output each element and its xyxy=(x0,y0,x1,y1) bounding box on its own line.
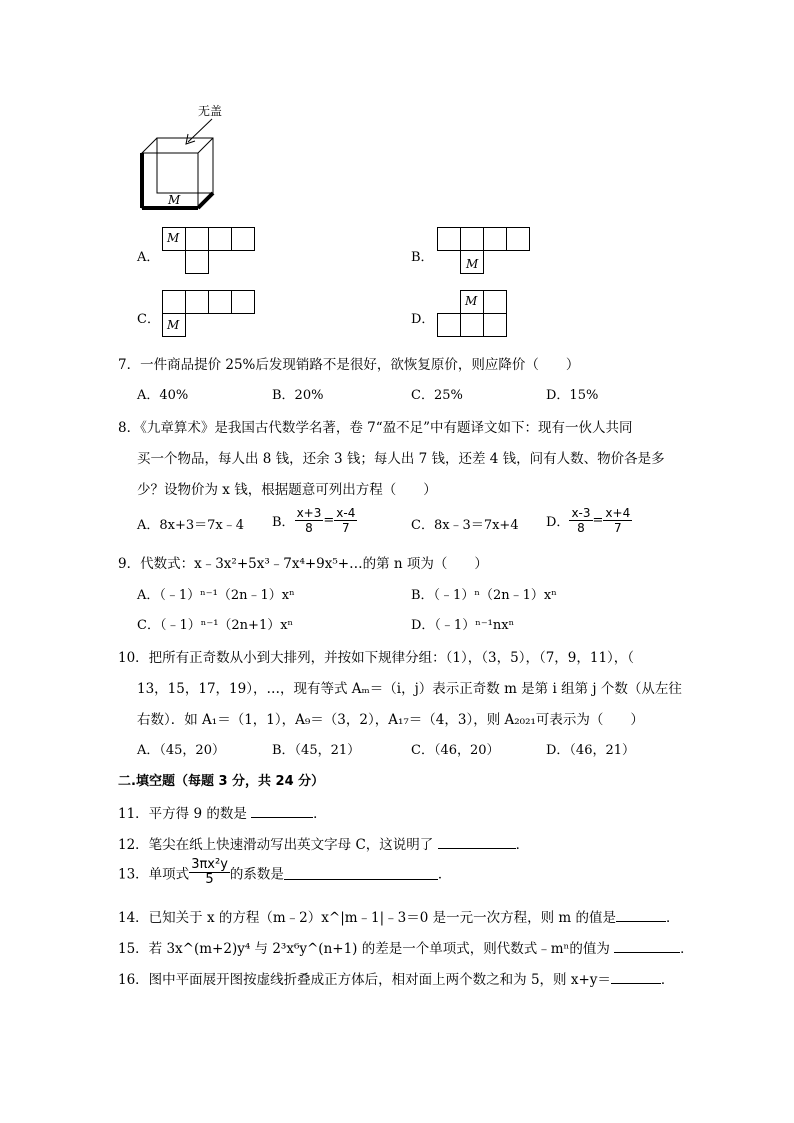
q7-stem: 7．一件商品提价 25%后发现销路不是很好，欲恢复原价，则应降价（ ） xyxy=(118,357,580,373)
q8-line1: 8．《九章算术》是我国古代数学名著，卷 7“盈不足”中有题译文如下：现有一伙人共同 xyxy=(118,420,633,436)
q8-b-den2: 7 xyxy=(341,521,350,535)
q8-option-c: C．8x﹣3＝7x+4 xyxy=(411,518,519,533)
q7-option-c: C．25% xyxy=(411,388,463,403)
q10-option-b: B．（45，21） xyxy=(272,743,361,758)
q8-option-d-label: D． xyxy=(546,515,570,530)
q6-net-c-m: M xyxy=(167,318,180,332)
q15-period: ． xyxy=(680,941,694,957)
q8-b-num1: x+3 xyxy=(296,506,322,520)
cube-label: 无盖 xyxy=(198,104,223,118)
q11-period: ． xyxy=(313,806,327,822)
q13-answer-blank[interactable] xyxy=(284,866,438,880)
q6-net-b-m: M xyxy=(466,257,479,271)
q7-option-d: D．15% xyxy=(546,388,599,403)
q6-option-b-label: B． xyxy=(411,250,434,265)
q10-option-d: D．（46，21） xyxy=(546,743,636,758)
q8-option-b: B． $\frac{x+3}{8}$ = $\frac{x-4}{7}$ xyxy=(272,506,356,535)
q9-option-c: C．（﹣1）ⁿ⁻¹（2n+1）xⁿ xyxy=(137,618,294,633)
q8-line3: 少？设物价为 x 钱，根据题意可列出方程（ ） xyxy=(137,482,437,498)
q6-option-c-label: C． xyxy=(137,312,160,327)
q14-period: ． xyxy=(666,910,680,926)
q9-option-a: A．（﹣1）ⁿ⁻¹（2n﹣1）xⁿ xyxy=(137,588,295,603)
q8-d-den1: 8 xyxy=(577,521,585,535)
q10-line2: 13，15，17，19），…，现有等式 Aₘ＝（i，j）表示正奇数 m 是第 i 组第 j 个数（从左往 xyxy=(137,681,682,697)
q6-net-c xyxy=(162,290,256,340)
section-fill-in-heading: 二.填空题（每题 3 分，共 24 分） xyxy=(118,774,325,789)
q10-line3: 右数）．如 A₁＝（1，1），A₉＝（3，2），A₁₇＝（4，3），则 A₂₀₂₁可表示为（ ） xyxy=(137,712,644,728)
q13-text: 13．单项式 xyxy=(118,866,190,883)
q10-option-c: C．（46，20） xyxy=(411,743,500,758)
q6-option-d-label: D． xyxy=(411,312,435,327)
q16-text: 16．图中平面展开图按虚线折叠成正方体后，相对面上两个数之和为 5，则 x+y＝ xyxy=(118,972,611,988)
q16 xyxy=(118,968,674,988)
q12-answer-blank[interactable] xyxy=(438,835,516,849)
q8-d-num2: x+4 xyxy=(605,506,631,520)
q8-option-d: D． $\frac{x-3}{8}$ = $\frac{x+4}{7}$ xyxy=(546,506,631,535)
q13-num: 3πx²y xyxy=(191,857,228,872)
q14-text: 14．已知关于 x 的方程（m﹣2）x^|m﹣1|﹣3＝0 是一元一次方程，则 m 的值是 xyxy=(118,910,617,926)
q13-den: 5 xyxy=(205,872,214,887)
q15-text: 15．若 3x^(m+2)y⁴ 与 2³x⁶y^(n+1) 的差是一个单项式，则代数式﹣mⁿ的值为 xyxy=(118,941,610,957)
q8-line2: 买一个物品，每人出 8 钱，还余 3 钱；每人出 7 钱，还差 4 钱，问有人数、物价各是多 xyxy=(137,451,665,467)
q9-stem: 9．代数式：x﹣3x²+5x³﹣7x⁴+9x⁵+…的第 n 项为（ ） xyxy=(118,556,488,572)
q8-d-frac2 xyxy=(603,506,632,535)
q6-net-b xyxy=(437,227,531,277)
q14-answer-blank[interactable] xyxy=(616,908,666,922)
q6-net-a-m: M xyxy=(167,231,180,245)
open-cube-drawing xyxy=(130,100,250,215)
q6-option-a-label: A． xyxy=(137,250,160,265)
q12-period: ． xyxy=(515,837,530,853)
q13-period: ． xyxy=(437,866,452,883)
q15-answer-blank[interactable] xyxy=(614,939,680,953)
q10-line1: 10．把所有正奇数从小到大排列，并按如下规律分组：（1），（3，5），（7，9，11），（ xyxy=(118,650,635,666)
q11-answer-blank[interactable] xyxy=(251,804,313,818)
q12 xyxy=(118,833,529,853)
q9-option-d: D．（﹣1）ⁿ⁻¹nxⁿ xyxy=(411,618,515,633)
q9-option-b: B．（﹣1）ⁿ（2n﹣1）xⁿ xyxy=(411,588,557,603)
q15 xyxy=(118,937,694,957)
q11 xyxy=(118,802,327,822)
q13 xyxy=(118,858,451,887)
q16-period: ． xyxy=(660,972,675,988)
q8-option-b-label: B． xyxy=(272,515,295,530)
q13-mid: 的系数是 xyxy=(229,866,284,883)
q8-d-frac1 xyxy=(569,506,592,535)
cube-figure xyxy=(130,100,250,215)
q8-b-frac1 xyxy=(295,506,324,535)
q8-d-num1: x-3 xyxy=(571,506,591,520)
q7-option-a: A．40% xyxy=(137,388,189,403)
q8-d-den2: 7 xyxy=(614,521,622,535)
q12-text: 12．笔尖在纸上快速滑动写出英文字母 C，这说明了 xyxy=(118,837,434,853)
q13-monomial xyxy=(189,858,230,887)
q8-b-num2: x-4 xyxy=(336,506,356,520)
q10-option-a: A．（45，20） xyxy=(137,743,225,758)
q16-answer-blank[interactable] xyxy=(611,970,661,984)
q8-b-den1: 8 xyxy=(305,521,313,535)
q8-b-frac2 xyxy=(334,506,357,535)
q14 xyxy=(118,906,680,926)
q11-text: 11．平方得 9 的数是 xyxy=(118,806,247,822)
q7-option-b: B．20% xyxy=(272,388,324,403)
q6-net-d-m: M xyxy=(465,294,478,308)
cube-m-label: M xyxy=(168,193,181,207)
q8-option-a: A．8x+3＝7x﹣4 xyxy=(137,518,245,533)
